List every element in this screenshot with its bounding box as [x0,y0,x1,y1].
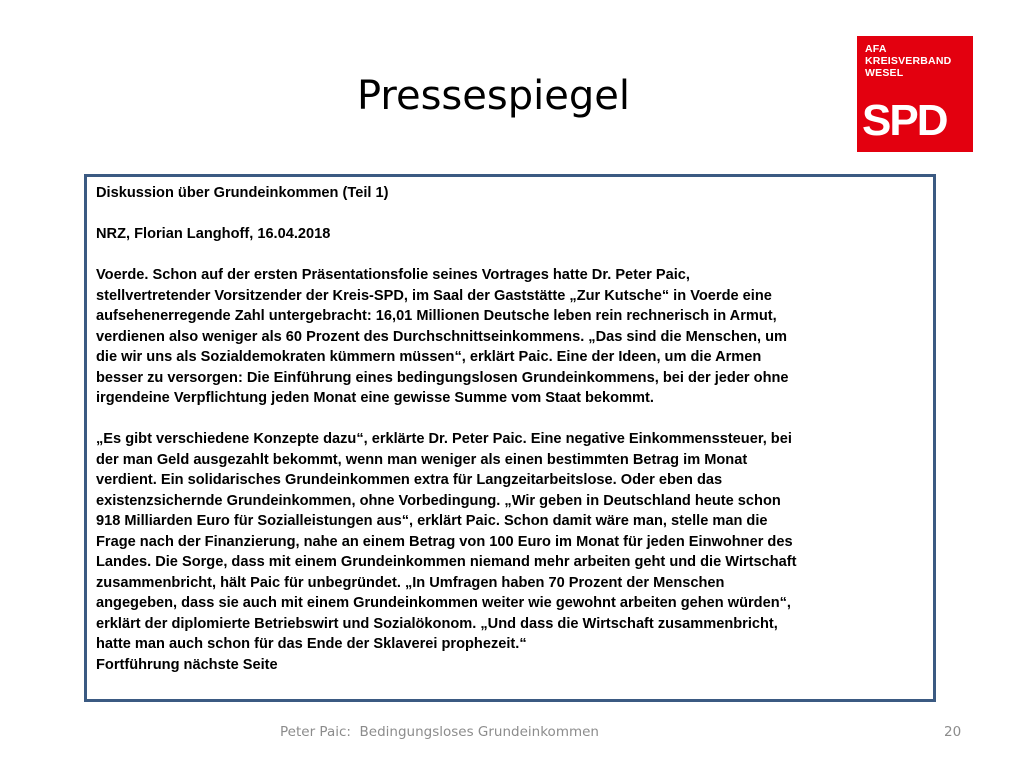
article-content [96,183,926,675]
article-text-line: aufsehenerregende Zahl untergebracht: 16,01 Millionen Deutsche leben rein rechnerisch in Armut, [96,308,777,324]
article-text-line: stellvertretender Vorsitzender der Kreis-SPD, im Saal der Gaststätte „Zur Kutsche“ in Voerde eine [96,287,772,304]
slide-title: Pressespiegel [357,73,630,119]
article-text-line: zusammenbricht, hält Paic für unbegründet. „In Umfragen haben 70 Prozent der Menschen [96,574,725,591]
article-text-line: Frage nach der Finanzierung, nahe an einem Betrag von 100 Euro im Monat für jeden Einwohner des [96,533,793,550]
article-text-line: verdienen also weniger als 60 Prozent des Durchschnittseinkommens. „Das sind die Menschen, um [96,328,787,345]
spd-logo [857,36,973,152]
article-headline: Diskussion über Grundeinkommen (Teil 1) [96,185,389,201]
article-text-line: besser zu versorgen: Die Einführung eines bedingungslosen Grundeinkommens, bei der jeder ohne [96,369,789,386]
logo-mark-spd: SPD [862,96,947,145]
page-number: 20 [944,724,962,740]
article-blank-line [96,245,926,266]
logo-line-wesel: WESEL [865,67,904,79]
article-blank-line [96,204,926,225]
article-text-line: existenzsichernde Grundeinkommen, ohne Vorbedingung. „Wir geben in Deutschland heute schon [96,492,781,509]
article-text-line: erklärt der diplomierte Betriebswirt und Sozialökonom. „Und dass die Wirtschaft zusammenbricht, [96,615,778,632]
footer-text: Peter Paic: Bedingungsloses Grundeinkommen [280,724,599,740]
article-text-line: der man Geld ausgezahlt bekommt, wenn man weniger als einen bestimmten Betrag im Monat [96,451,748,468]
article-text-line: 918 Milliarden Euro für Sozialleistungen aus“, erklärt Paic. Schon damit wäre man, stelle man die [96,513,768,529]
article-text-line: „Es gibt verschiedene Konzepte dazu“, erklärte Dr. Peter Paic. Eine negative Einkommenssteuer, bei [96,431,792,447]
logo-line-afa: AFA [865,43,887,55]
article-text-line: Voerde. Schon auf der ersten Präsentationsfolie seines Vortrages hatte Dr. Peter Paic, [96,267,690,283]
article-continuation-note: Fortführung nächste Seite [96,656,278,673]
article-text-line: hatte man auch schon für das Ende der Sklaverei prophezeit.“ [96,636,527,652]
article-text-line: Landes. Die Sorge, dass mit einem Grundeinkommen niemand mehr arbeiten geht und die Wirtschaft [96,554,797,570]
article-blank-line [96,409,926,430]
article-text-line: die wir uns als Sozialdemokraten kümmern müssen“, erklärt Paic. Eine der Ideen, um die Armen [96,349,762,365]
article-box [84,174,936,702]
article-text-line: angegeben, dass sie auch mit einem Grundeinkommen weiter wie gewohnt arbeiten gehen würden“, [96,595,791,611]
article-text-line: verdient. Ein solidarisches Grundeinkommen extra für Langzeitarbeitslose. Oder eben das [96,472,723,488]
article-source: NRZ, Florian Langhoff, 16.04.2018 [96,226,331,242]
logo-line-kreisverband: KREISVERBAND [865,55,952,67]
article-text-line: irgendeine Verpflichtung jeden Monat eine gewisse Summe vom Staat bekommt. [96,390,654,406]
